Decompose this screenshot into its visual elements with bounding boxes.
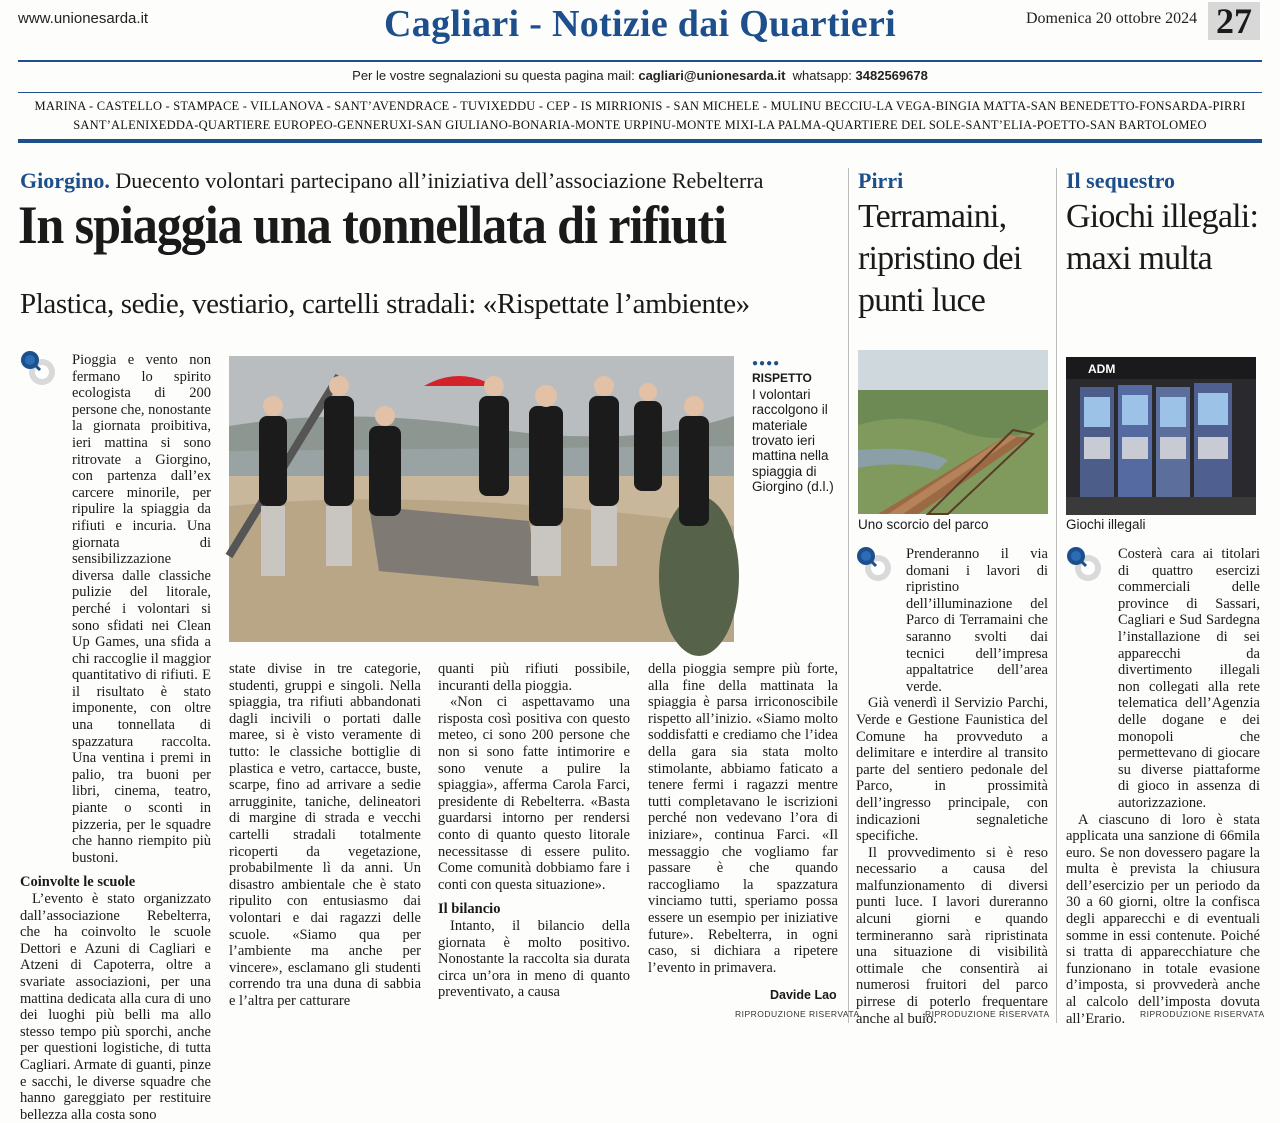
park-photo xyxy=(858,350,1048,514)
side-article-body xyxy=(1066,546,1260,1027)
paragraph: Costerà cara ai titolari di quattro esercizi commerciali delle province di Sassari, Cagliari e Sud Sardegna l’installazione di sei apparecchi da divertimento illegali non collegati alla rete telematica dell’Agenzia delle dogane e dei monopoli che permettevano di giocare su diverse piattaforme di gioco in assenza di autorizzazione. xyxy=(1118,546,1260,811)
side-article-kicker: Pirri xyxy=(858,168,904,193)
site-url[interactable]: www.unionesarda.it xyxy=(18,10,149,27)
side-article-title: Giochi illegali: maxi multa xyxy=(1066,198,1259,277)
column-divider xyxy=(848,168,849,1023)
article-photo xyxy=(229,356,734,642)
column-divider xyxy=(1056,168,1057,1023)
caption-dots-icon: ●●●● xyxy=(752,358,781,369)
magnifier-icon xyxy=(1066,546,1102,582)
issue-date: Domenica 20 ottobre 2024 xyxy=(1026,10,1198,27)
author-byline: Davide Lao xyxy=(770,988,837,1002)
copyright-note: RIPRODUZIONE RISERVATA xyxy=(735,1009,860,1019)
paragraph: state divise in tre categorie, studenti, gruppi e singoli. Nella spiaggia, tra rifiuti abbandonati dagli incivili o portati dalle maree, si è visto veramente di tutto: le classiche bottiglie di plastica e vetro, cartacce, buste, scarpe, fino ad arrivare a sedie arrugginite, taniche, delineatori di margine di strada e vecchi cartelli stradali totalmente ricoperti da vegetazione, probabilmente lì da anni. Un disastro ambientale che è stato ripulito con entusiasmo dai volontari e dai ragazzi delle scuole. «Siamo qua per l’ambiente ma anche per vincere», esclamano gli studenti correndo tra una duna di sabbia e l’altra per catturare xyxy=(229,661,421,1009)
quartieri-list-line-1: MARINA - CASTELLO - STAMPACE - VILLANOVA - SANT’AVENDRACE - TUVIXEDDU - CEP - IS MIRRIONIS - SAN MICHELE - MULINU BECCIU-LA VEGA-BINGIA MATTA-SAN BENEDETTO-FONSARDA-PIRRI xyxy=(34,99,1246,113)
magnifier-icon xyxy=(20,350,56,386)
side-article-title: Terramaini, ripristino dei punti luce xyxy=(858,198,1022,319)
article-column-4 xyxy=(648,661,838,976)
header-divider xyxy=(18,60,1262,62)
header-divider xyxy=(18,92,1262,93)
copyright-note: RIPRODUZIONE RISERVATA xyxy=(925,1009,1050,1019)
side-article-body xyxy=(856,546,1048,1027)
contacts-line xyxy=(0,68,1280,83)
article-column-3 xyxy=(438,661,630,1001)
side-article-kicker: Il sequestro xyxy=(1066,168,1175,193)
article-column-1 xyxy=(20,352,211,1123)
subheading: Coinvolte le scuole xyxy=(20,874,136,891)
article-subheadline: Plastica, sedie, vestiario, cartelli stradali: «Rispettate l’ambiente» xyxy=(20,288,750,320)
paragraph: Intanto, il bilancio della giornata è molto positivo. Nonostante la raccolta sia durata circa un’ora in meno di quanto preventivato, a causa xyxy=(438,917,630,1001)
page-number: 27 xyxy=(1208,2,1260,40)
masthead: Cagliari - Notizie dai Quartieri xyxy=(384,3,896,45)
caption-tag: RISPETTO xyxy=(752,371,812,386)
photo-caption xyxy=(752,356,842,495)
paragraph: Già venerdì il Servizio Parchi, Verde e Gestione Faunistica del Comune ha provveduto a delimitare e interdire al transito parte del sentiero pedonale del Parco, in prossimità dell’ingresso principale, con indicazioni segnaletiche specifiche. xyxy=(856,695,1048,845)
paragraph: Prenderanno il via domani i lavori di ripristino dell’illuminazione del Parco di Terramaini che saranno svolti dai tecnici dell’impresa appaltatrice dell’area verde. xyxy=(906,546,1048,695)
whatsapp-label: whatsapp: xyxy=(792,68,852,83)
header-divider-thick xyxy=(18,139,1262,143)
quartieri-list-line-2: SANT’ALENIXEDDA-QUARTIERE EUROPEO-GENNERUXI-SAN GIULIANO-BONARIA-MONTE URPINU-MONTE MIXI-LA PALMA-QUARTIERE DEL SOLE-SANT’ELIA-POETTO-SAN BARTOLOMEO xyxy=(73,118,1207,132)
paragraph: «Non ci aspettavamo una risposta così positiva con questo meteo, ci sono 200 persone che non si sono fatte intimorire e sono venute a pulire la spiaggia», afferma Carola Farci, presidente di Rebelterra. «Basta guardarsi intorno per rendersi conto di quanto questo litorale necessitasse di essere pulito. Come comunità dobbiamo fare i conti con questa situazione». xyxy=(438,694,630,893)
whatsapp-number[interactable]: 3482569678 xyxy=(855,68,928,83)
article-kicker xyxy=(20,168,763,194)
photo-caption: Giochi illegali xyxy=(1066,517,1146,532)
paragraph: quanti più rifiuti possibile, incuranti della pioggia. xyxy=(438,661,630,694)
paragraph: L’evento è stato organizzato dall’associazione Rebelterra, che ha coinvolto le scuole Dettori e Azuni di Cagliari e Atzeni di Capoterra, oltre a svariate associazioni, per una mattina dedicata alla cura di uno dei luoghi più belli ma allo stesso tempo più sporchi, anche per questioni logistiche, di tutta Cagliari. Armate di guanti, pinze e sacchi, le diverse squadre che hanno gareggiato per restituire bellezza alla costa sono xyxy=(20,891,211,1123)
article-column-2 xyxy=(229,661,421,1009)
slot-machines-photo xyxy=(1066,357,1256,515)
article-headline: In spiaggia una tonnellata di rifiuti xyxy=(18,195,726,255)
paragraph: della pioggia sempre più forte, alla fine della mattinata la spiaggia è parsa irriconoscibile rispetto all’inizio. «Siamo molto soddisfatti e crediamo che l’idea della gara sia stata molto stimolante, abbiamo faticato a tenere fermi i ragazzi mentre tutti completavano le iscrizioni perché non vedevano l’ora di iniziare», continua Farci. «Il messaggio che vogliamo far passare è che quando raccogliamo la spazzatura vinciamo tutti, speriamo possa essere un esempio per iniziative future». Rebelterra, in ogni caso, si dichiara a ripetere l’evento in primavera. xyxy=(648,661,838,976)
kicker-text: Duecento volontari partecipano all’iniziativa dell’associazione Rebelterra xyxy=(109,168,764,193)
paragraph: Il provvedimento si è reso necessario a causa del malfunzionamento di diversi punti luce. I lavori dureranno alcuni giorni e quando termineranno sarà ripristinata una situazione di visibilità ottimale che consentirà ai numerosi fruitori del parco pirrese di poterlo frequentare anche al buio. xyxy=(856,844,1048,1027)
magnifier-icon xyxy=(856,546,892,582)
kicker-place: Giorgino. xyxy=(20,168,110,193)
paragraph: A ciascuno di loro è stata applicata una sanzione di 66mila euro. Se non dovessero pagare la multa è prevista la chiusura dell’esercizio per un periodo da 30 a 60 giorni, oltre la confisca degli apparecchi e di eventuali somme in essi contenute. Poiché si tratta di apparecchiature che funzionano in totale evasione d’imposta, si provvederà anche al calcolo dell’imposta dovuta all’Erario. xyxy=(1066,811,1260,1027)
sign-text: ADM xyxy=(1088,362,1116,376)
photo-caption: Uno scorcio del parco xyxy=(858,517,989,532)
contacts-intro: Per le vostre segnalazioni su questa pagina mail: xyxy=(352,68,635,83)
contact-email[interactable]: cagliari@unionesarda.it xyxy=(638,68,786,83)
subheading: Il bilancio xyxy=(438,901,501,918)
caption-text: I volontari raccolgono il materiale trovato ieri mattina nella spiaggia di Giorgino (d.l.) xyxy=(752,386,834,495)
paragraph: Pioggia e vento non fermano lo spirito ecologista di 200 persone che, nonostante la giornata proibitiva, ieri mattina si sono ritrovate a Giorgino, con partenza dall’ex carcere minorile, per ripulire la spiaggia da rifiuti e incuria. Una giornata di sensibilizzazione diversa dalle classiche pulizie del litorale, perché i volontari si sono sfidati nei Clean Up Games, una sfida a chi raccoglie il maggior quantitativo di rifiuti. E il risultato è stato imponente, con oltre una tonnellata di spazzatura raccolta. Una ventina i premi in palio, tra buoni per libri, cinema, teatro, piante o sconti in pizzeria, per le squadre che hanno riempito più bustoni. xyxy=(72,352,211,866)
copyright-note: RIPRODUZIONE RISERVATA xyxy=(1140,1009,1265,1019)
